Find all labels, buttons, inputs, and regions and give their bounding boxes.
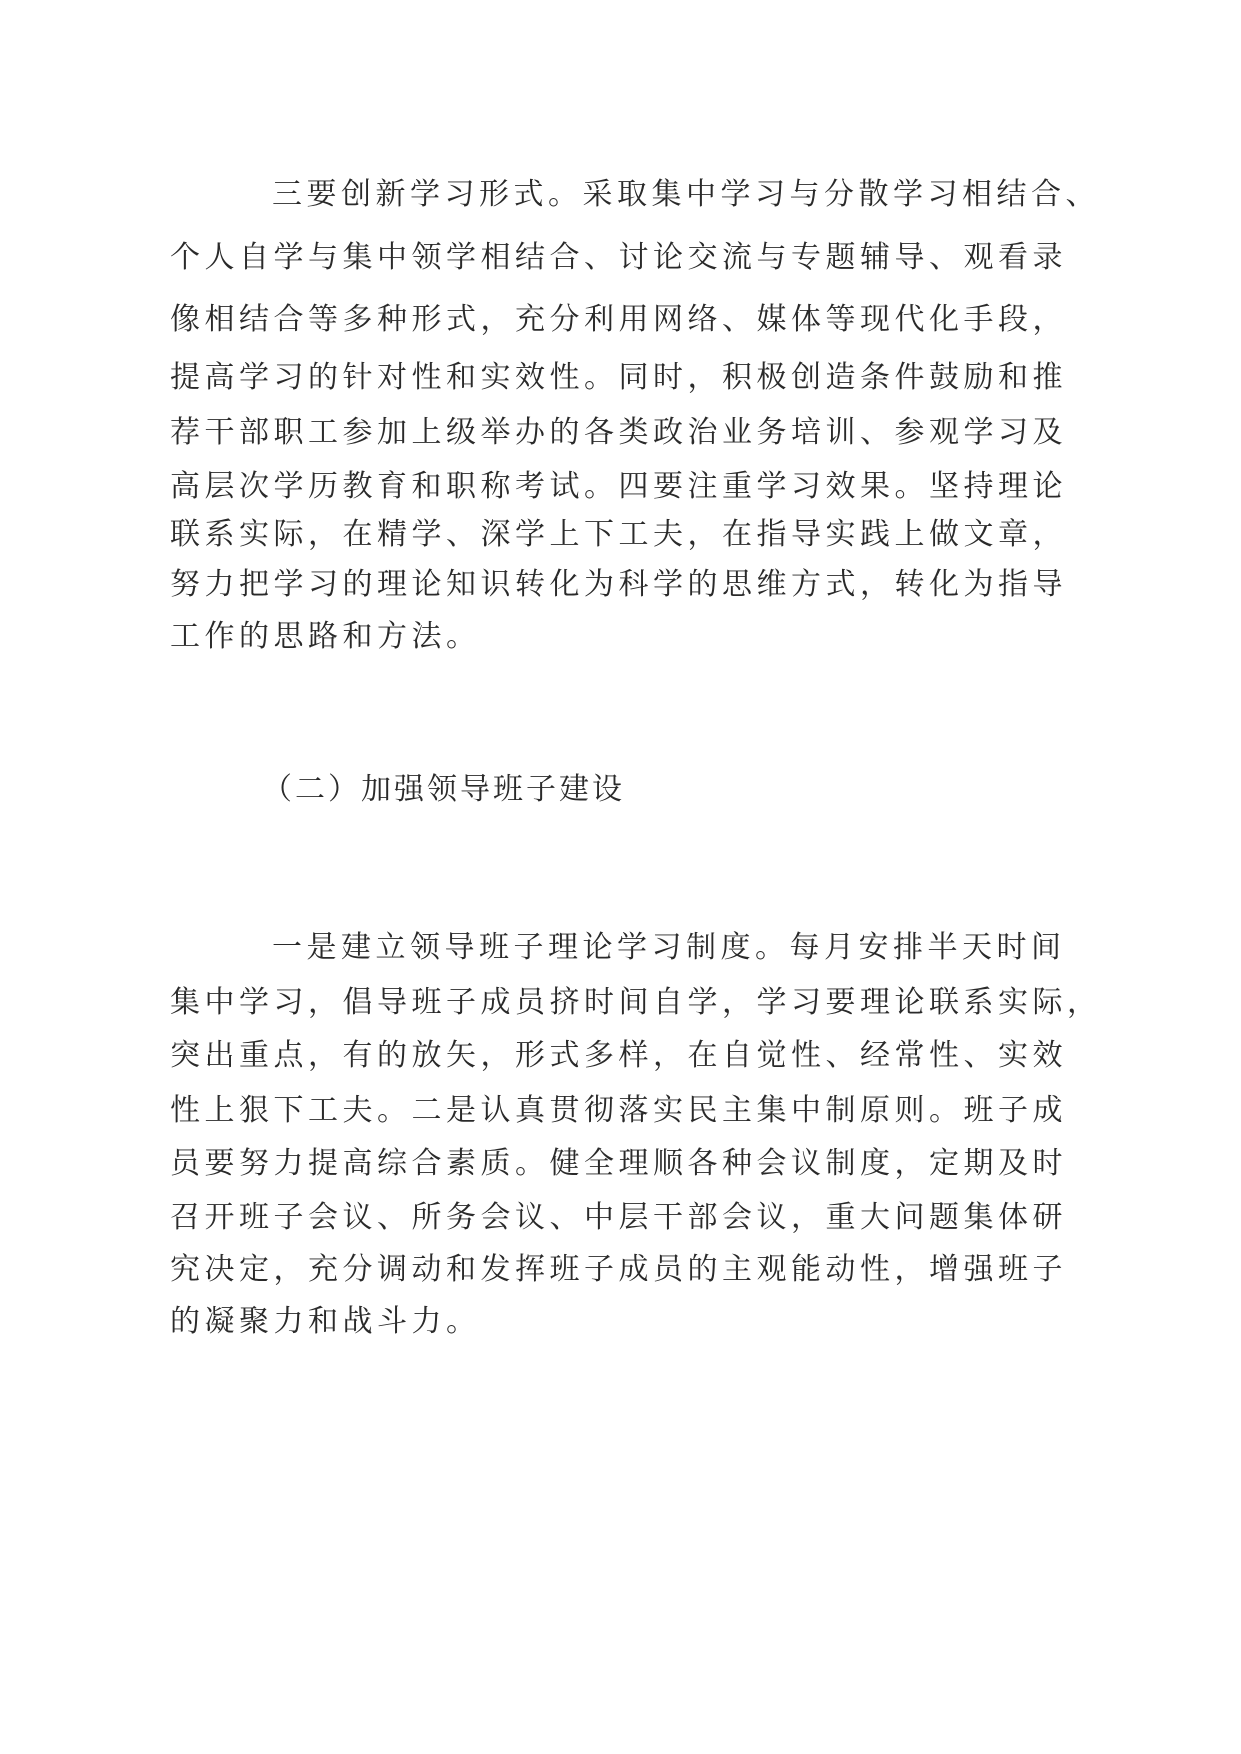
paragraph-1-line-7: 联系实际，在精学、深学上下工夫，在指导实践上做文章， (170, 517, 1067, 552)
paragraph-1-line-5: 荐干部职工参加上级举办的各类政治业务培训、参观学习及 (170, 415, 1067, 450)
paragraph-2-line-4: 性上狠下工夫。二是认真贯彻落实民主集中制原则。班子成 (170, 1093, 1067, 1128)
paragraph-2-line-5: 员要努力提高综合素质。健全理顺各种会议制度，定期及时 (170, 1146, 1067, 1181)
paragraph-2-line-6: 召开班子会议、所务会议、中层干部会议，重大问题集体研 (170, 1200, 1067, 1235)
paragraph-1-line-3: 像相结合等多种形式，充分利用网络、媒体等现代化手段， (170, 302, 1067, 337)
paragraph-2-line-7: 究决定，充分调动和发挥班子成员的主观能动性，增强班子 (170, 1252, 1067, 1287)
paragraph-1-line-6: 高层次学历教育和职称考试。四要注重学习效果。坚持理论 (170, 469, 1067, 504)
paragraph-1-line-2: 个人自学与集中领学相结合、讨论交流与专题辅导、观看录 (170, 240, 1067, 275)
paragraph-2-line-8: 的凝聚力和战斗力。 (170, 1304, 481, 1339)
paragraph-2-line-3: 突出重点，有的放矢，形式多样，在自觉性、经常性、实效 (170, 1038, 1067, 1073)
paragraph-1-line-1: 三要创新学习形式。采取集中学习与分散学习相结合、 (272, 177, 1100, 212)
paragraph-1-line-4: 提高学习的针对性和实效性。同时，积极创造条件鼓励和推 (170, 360, 1067, 395)
paragraph-2-line-2: 集中学习，倡导班子成员挤时间自学，学习要理论联系实际， (170, 985, 1102, 1020)
paragraph-2-line-1: 一是建立领导班子理论学习制度。每月安排半天时间 (272, 930, 1066, 965)
section-heading: （二）加强领导班子建设 (262, 772, 625, 807)
paragraph-1-line-8: 努力把学习的理论知识转化为科学的思维方式，转化为指导 (170, 567, 1067, 602)
paragraph-1-line-9: 工作的思路和方法。 (170, 619, 481, 654)
